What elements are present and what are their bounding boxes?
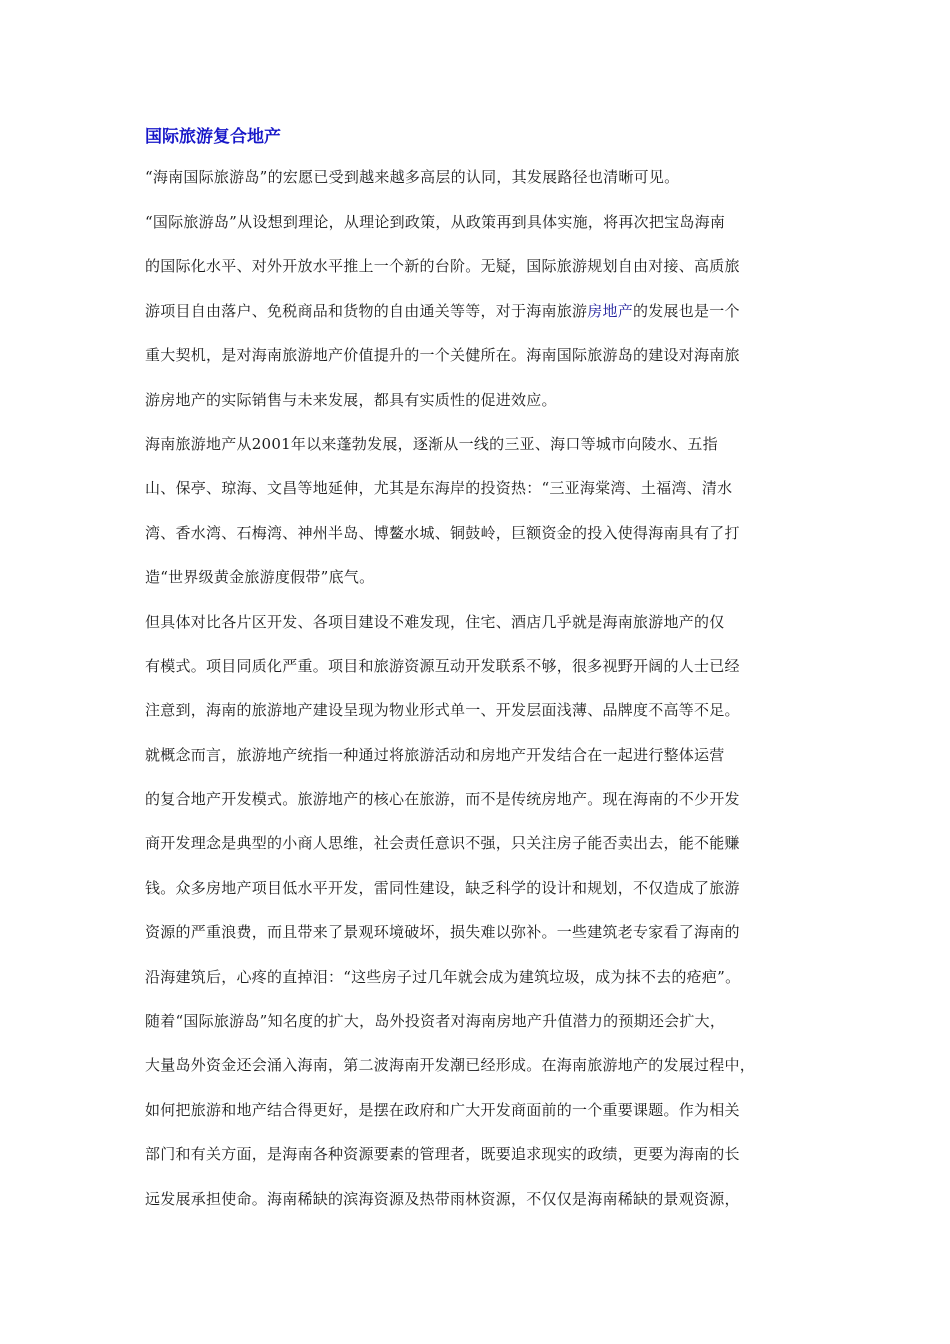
article-title: 国际旅游复合地产 bbox=[145, 127, 281, 147]
paragraph-line: 造“世界级黄金旅游度假带”底气。 bbox=[145, 568, 375, 587]
paragraph-line: 商开发理念是典型的小商人思维，社会责任意识不强，只关注房子能否卖出去，能不能赚 bbox=[145, 834, 740, 853]
paragraph-line-with-link bbox=[145, 289, 810, 333]
paragraph-line: 注意到，海南的旅游地产建设呈现为物业形式单一、开发层面浅薄、品牌度不高等不足。 bbox=[145, 701, 740, 720]
paragraph-line: 如何把旅游和地产结合得更好，是摆在政府和广大开发商面前的一个重要课题。作为相关 bbox=[145, 1100, 740, 1119]
paragraph-line: “国际旅游岛”从设想到理论，从理论到政策，从政策再到具体实施，将再次把宝岛海南 bbox=[145, 213, 726, 231]
article-body bbox=[145, 124, 810, 1221]
paragraph-line: 的复合地产开发模式。旅游地产的核心在旅游，而不是传统房地产。现在海南的不少开发 bbox=[145, 790, 740, 809]
paragraph-line: 海南旅游地产从2001年以来蓬勃发展，逐渐从一线的三亚、海口等城市向陵水、五指 bbox=[145, 434, 718, 453]
paragraph-line: 的国际化水平、对外开放水平推上一个新的台阶。无疑，国际旅游规划自由对接、高质旅 bbox=[145, 257, 740, 276]
line-text-tail: 的发展也是一个 bbox=[633, 301, 740, 320]
intro-line: “海南国际旅游岛”的宏愿已受到越来越多高层的认同，其发展路径也清晰可见。 bbox=[145, 168, 680, 186]
paragraph-line: 湾、香水湾、石梅湾、神州半岛、博鳌水城、铜鼓岭，巨额资金的投入使得海南具有了打 bbox=[145, 523, 740, 542]
paragraph-line: 部门和有关方面，是海南各种资源要素的管理者，既要追求现实的政绩，更要为海南的长 bbox=[145, 1145, 740, 1164]
paragraph-line: 重大契机，是对海南旅游地产价值提升的一个关健所在。海南国际旅游岛的建设对海南旅 bbox=[145, 346, 740, 365]
paragraph-line: 资源的严重浪费，而且带来了景观环境破坏，损失难以弥补。一些建筑老专家看了海南的 bbox=[145, 923, 740, 942]
paragraph-line: 游房地产的实际销售与未来发展，都具有实质性的促进效应。 bbox=[145, 390, 557, 409]
line-text: 游项目自由落户、免税商品和货物的自由通关等等，对于海南旅游 bbox=[145, 301, 588, 320]
paragraph-line: 山、保亭、琼海、文昌等地延伸，尤其是东海岸的投资热：“三亚海棠湾、土福湾、清水 bbox=[145, 479, 733, 498]
paragraph-line: 大量岛外资金还会涌入海南，第二波海南开发潮已经形成。在海南旅游地产的发展过程中， bbox=[145, 1056, 756, 1075]
paragraph-line: 就概念而言，旅游地产统指一种通过将旅游活动和房地产开发结合在一起进行整体运营 bbox=[145, 745, 725, 764]
paragraph-line: 远发展承担使命。海南稀缺的滨海资源及热带雨林资源，不仅仅是海南稀缺的景观资源， bbox=[145, 1189, 740, 1208]
real-estate-link[interactable]: 房地产 bbox=[587, 301, 634, 320]
paragraph-line: 有模式。项目同质化严重。项目和旅游资源互动开发联系不够，很多视野开阔的人士已经 bbox=[145, 656, 740, 675]
paragraph-line: 但具体对比各片区开发、各项目建设不难发现，住宅、酒店几乎就是海南旅游地产的仅 bbox=[145, 612, 725, 631]
paragraph-line: 沿海建筑后，心疼的直掉泪：“这些房子过几年就会成为建筑垃圾，成为抹不去的疮疤”。 bbox=[145, 967, 741, 986]
paragraph-line: 钱。众多房地产项目低水平开发，雷同性建设，缺乏科学的设计和规划，不仅造成了旅游 bbox=[145, 878, 740, 897]
paragraph-line: 随着“国际旅游岛”知名度的扩大，岛外投资者对海南房地产升值潜力的预期还会扩大， bbox=[145, 1012, 726, 1031]
